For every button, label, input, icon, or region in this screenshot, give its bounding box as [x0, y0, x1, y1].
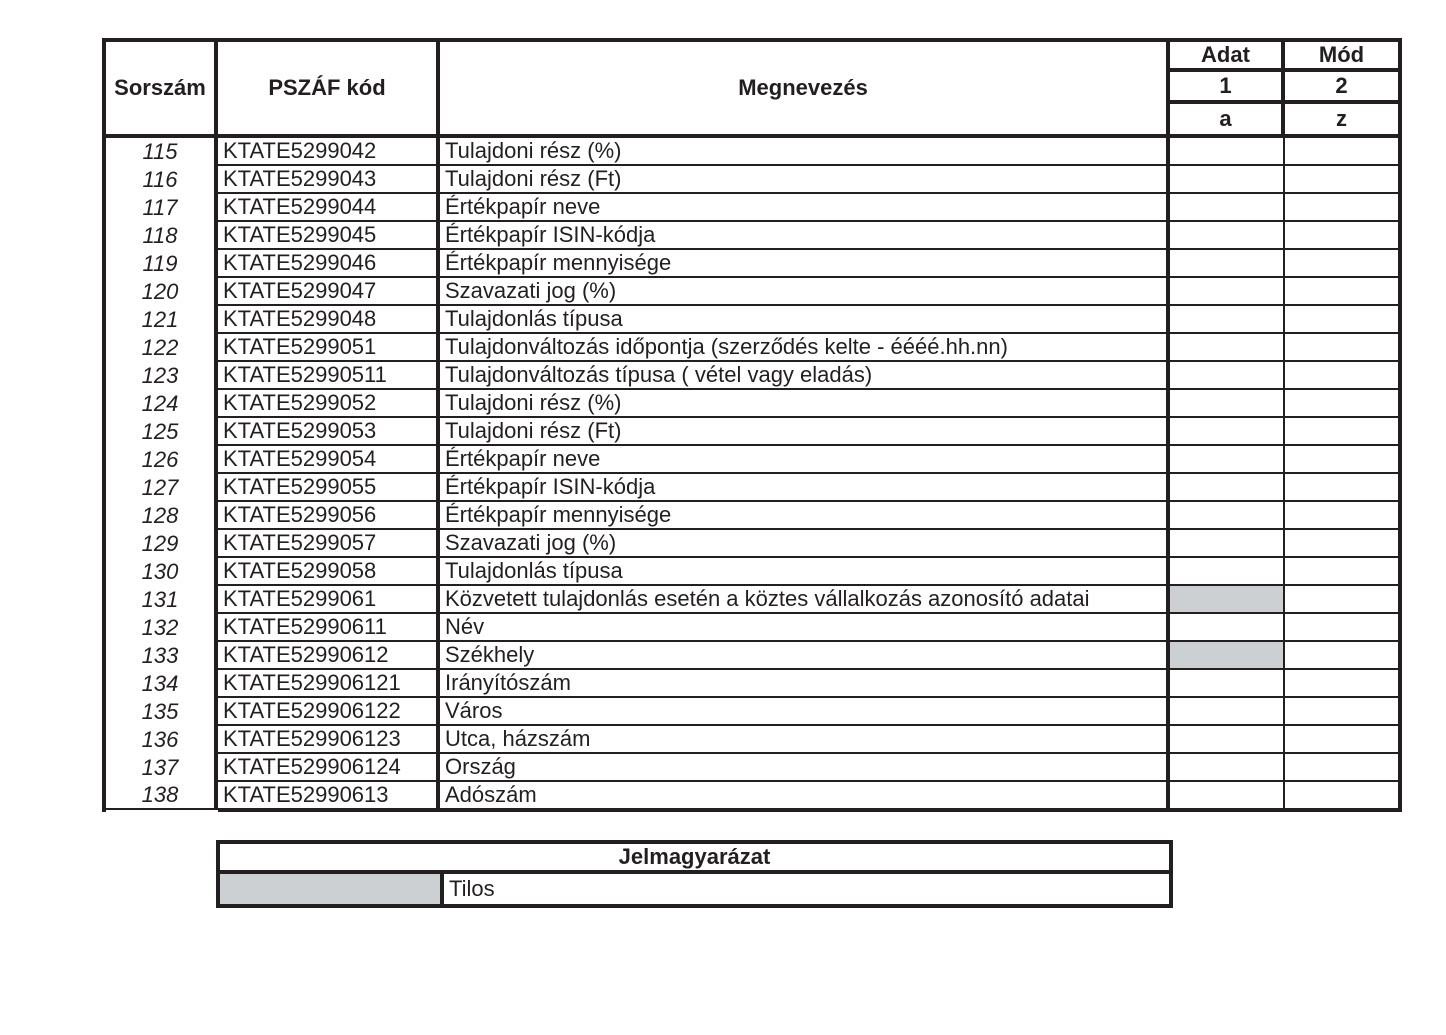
mod-cell: [1285, 558, 1402, 586]
adat-cell: [1170, 418, 1285, 446]
mod-cell: [1285, 306, 1402, 334]
mod-cell: [1285, 670, 1402, 698]
sorszam-cell: 123: [106, 362, 218, 390]
pszaf-kod-cell: KTATE5299057: [218, 530, 440, 558]
adat-cell: [1170, 194, 1285, 222]
table-row: [106, 754, 1402, 782]
adat-cell: [1170, 250, 1285, 278]
mod-cell: [1285, 474, 1402, 502]
adat-cell: [1170, 502, 1285, 530]
sorszam-cell: 137: [106, 754, 218, 782]
megnevezes-cell: Székhely: [440, 642, 1170, 670]
mod-cell: [1285, 782, 1402, 812]
header-megnevezes: Megnevezés: [440, 42, 1170, 138]
megnevezes-cell: Értékpapír ISIN-kódja: [440, 222, 1170, 250]
mod-cell: [1285, 446, 1402, 474]
adat-cell: [1170, 334, 1285, 362]
table-row: [106, 334, 1402, 362]
pszaf-kod-cell: KTATE5299042: [218, 138, 440, 166]
adat-cell: [1170, 670, 1285, 698]
legend-item: [220, 874, 1169, 904]
pszaf-kod-cell: KTATE5299052: [218, 390, 440, 418]
header-mod-code: z: [1285, 104, 1402, 138]
header-pszaf-kod: PSZÁF kód: [218, 42, 440, 138]
sorszam-cell: 129: [106, 530, 218, 558]
sorszam-cell: 115: [106, 138, 218, 166]
legend-label-tilos: Tilos: [449, 876, 495, 901]
pszaf-kod-cell: KTATE5299053: [218, 418, 440, 446]
megnevezes-cell: Utca, házszám: [440, 726, 1170, 754]
table-row: [106, 782, 1402, 812]
megnevezes-cell: Közvetett tulajdonlás esetén a köztes vállalkozás azonosító adatai: [440, 586, 1170, 614]
pszaf-kod-cell: KTATE52990613: [218, 782, 440, 812]
mod-cell: [1285, 614, 1402, 642]
legend-swatch-tilos: [220, 874, 444, 904]
adat-cell: [1170, 586, 1285, 614]
adat-cell: [1170, 222, 1285, 250]
header-mod: Mód: [1285, 42, 1402, 72]
sorszam-cell: 135: [106, 698, 218, 726]
mod-cell: [1285, 362, 1402, 390]
table-row: [106, 558, 1402, 586]
adat-cell: [1170, 390, 1285, 418]
adat-cell: [1170, 754, 1285, 782]
megnevezes-cell: Értékpapír mennyisége: [440, 502, 1170, 530]
sorszam-cell: 119: [106, 250, 218, 278]
table-row: [106, 530, 1402, 558]
adat-cell: [1170, 614, 1285, 642]
sorszam-cell: 136: [106, 726, 218, 754]
sorszam-cell: 127: [106, 474, 218, 502]
adat-cell: [1170, 474, 1285, 502]
table-row: [106, 194, 1402, 222]
adat-cell: [1170, 362, 1285, 390]
table-row: [106, 362, 1402, 390]
megnevezes-cell: Értékpapír ISIN-kódja: [440, 474, 1170, 502]
pszaf-kod-cell: KTATE529906122: [218, 698, 440, 726]
megnevezes-cell: Ország: [440, 754, 1170, 782]
megnevezes-cell: Szavazati jog (%): [440, 530, 1170, 558]
mod-cell: [1285, 166, 1402, 194]
pszaf-kod-cell: KTATE5299061: [218, 586, 440, 614]
sorszam-cell: 130: [106, 558, 218, 586]
header-sorszam: Sorszám: [106, 42, 218, 138]
table-row: [106, 446, 1402, 474]
sorszam-cell: 126: [106, 446, 218, 474]
adat-cell: [1170, 278, 1285, 306]
adat-cell: [1170, 558, 1285, 586]
megnevezes-cell: Tulajdonváltozás típusa ( vétel vagy eladás): [440, 362, 1170, 390]
table-row: [106, 726, 1402, 754]
mod-cell: [1285, 222, 1402, 250]
mod-cell: [1285, 418, 1402, 446]
sorszam-cell: 118: [106, 222, 218, 250]
legend-table: [216, 840, 1173, 908]
table-row: [106, 698, 1402, 726]
sorszam-cell: 122: [106, 334, 218, 362]
adat-cell: [1170, 782, 1285, 812]
sorszam-cell: 125: [106, 418, 218, 446]
sorszam-cell: 117: [106, 194, 218, 222]
megnevezes-cell: Tulajdonlás típusa: [440, 306, 1170, 334]
megnevezes-cell: Tulajdoni rész (%): [440, 138, 1170, 166]
mod-cell: [1285, 642, 1402, 670]
pszaf-kod-cell: KTATE5299043: [218, 166, 440, 194]
sorszam-cell: 131: [106, 586, 218, 614]
pszaf-kod-cell: KTATE52990611: [218, 614, 440, 642]
header-adat: Adat: [1170, 42, 1285, 72]
table-row: [106, 306, 1402, 334]
sorszam-cell: 116: [106, 166, 218, 194]
adat-cell: [1170, 138, 1285, 166]
sorszam-cell: 132: [106, 614, 218, 642]
table-row: [106, 614, 1402, 642]
table-row: [106, 278, 1402, 306]
table-row: [106, 138, 1402, 166]
legend-title: Jelmagyarázat: [220, 844, 1169, 874]
mod-cell: [1285, 754, 1402, 782]
header-mod-column-number: 2: [1285, 72, 1402, 104]
sorszam-cell: 120: [106, 278, 218, 306]
pszaf-kod-cell: KTATE5299048: [218, 306, 440, 334]
mod-cell: [1285, 698, 1402, 726]
sorszam-cell: 124: [106, 390, 218, 418]
mod-cell: [1285, 502, 1402, 530]
pszaf-kod-cell: KTATE52990612: [218, 642, 440, 670]
sorszam-cell: 121: [106, 306, 218, 334]
sorszam-cell: 138: [106, 782, 218, 810]
megnevezes-cell: Szavazati jog (%): [440, 278, 1170, 306]
adat-cell: [1170, 530, 1285, 558]
pszaf-kod-cell: KTATE5299044: [218, 194, 440, 222]
table-row: [106, 642, 1402, 670]
megnevezes-cell: Tulajdoni rész (%): [440, 390, 1170, 418]
table-row: [106, 670, 1402, 698]
adat-cell: [1170, 166, 1285, 194]
megnevezes-cell: Értékpapír neve: [440, 194, 1170, 222]
table-row: [106, 586, 1402, 614]
pszaf-kod-cell: KTATE5299056: [218, 502, 440, 530]
header-adat-column-number: 1: [1170, 72, 1285, 104]
megnevezes-cell: Tulajdoni rész (Ft): [440, 418, 1170, 446]
megnevezes-cell: Adószám: [440, 782, 1170, 812]
table-row: [106, 474, 1402, 502]
mod-cell: [1285, 586, 1402, 614]
table-row: [106, 166, 1402, 194]
pszaf-kod-cell: KTATE5299046: [218, 250, 440, 278]
mod-cell: [1285, 278, 1402, 306]
megnevezes-cell: Értékpapír neve: [440, 446, 1170, 474]
pszaf-kod-cell: KTATE529906124: [218, 754, 440, 782]
megnevezes-cell: Tulajdoni rész (Ft): [440, 166, 1170, 194]
adat-cell: [1170, 306, 1285, 334]
pszaf-kod-cell: KTATE529906123: [218, 726, 440, 754]
pszaf-kod-cell: KTATE5299058: [218, 558, 440, 586]
megnevezes-cell: Irányítószám: [440, 670, 1170, 698]
data-table: [102, 38, 1402, 812]
pszaf-kod-cell: KTATE5299054: [218, 446, 440, 474]
sorszam-cell: 134: [106, 670, 218, 698]
mod-cell: [1285, 138, 1402, 166]
table-row: [106, 502, 1402, 530]
header-adat-code: a: [1170, 104, 1285, 138]
mod-cell: [1285, 334, 1402, 362]
pszaf-kod-cell: KTATE52990511: [218, 362, 440, 390]
megnevezes-cell: Város: [440, 698, 1170, 726]
sorszam-cell: 128: [106, 502, 218, 530]
table-row: [106, 390, 1402, 418]
table-row: [106, 418, 1402, 446]
megnevezes-cell: Név: [440, 614, 1170, 642]
table-body: [106, 138, 1402, 812]
sorszam-cell: 133: [106, 642, 218, 670]
pszaf-kod-cell: KTATE5299045: [218, 222, 440, 250]
pszaf-kod-cell: KTATE529906121: [218, 670, 440, 698]
adat-cell: [1170, 698, 1285, 726]
mod-cell: [1285, 726, 1402, 754]
megnevezes-cell: Tulajdonlás típusa: [440, 558, 1170, 586]
pszaf-kod-cell: KTATE5299047: [218, 278, 440, 306]
mod-cell: [1285, 390, 1402, 418]
adat-cell: [1170, 642, 1285, 670]
adat-cell: [1170, 446, 1285, 474]
table-row: [106, 222, 1402, 250]
table-header: [106, 42, 1402, 138]
megnevezes-cell: Értékpapír mennyisége: [440, 250, 1170, 278]
mod-cell: [1285, 250, 1402, 278]
pszaf-kod-cell: KTATE5299051: [218, 334, 440, 362]
table-row: [106, 250, 1402, 278]
adat-cell: [1170, 726, 1285, 754]
mod-cell: [1285, 194, 1402, 222]
pszaf-kod-cell: KTATE5299055: [218, 474, 440, 502]
megnevezes-cell: Tulajdonváltozás időpontja (szerződés kelte - éééé.hh.nn): [440, 334, 1170, 362]
header-value-columns: [1170, 42, 1402, 138]
mod-cell: [1285, 530, 1402, 558]
